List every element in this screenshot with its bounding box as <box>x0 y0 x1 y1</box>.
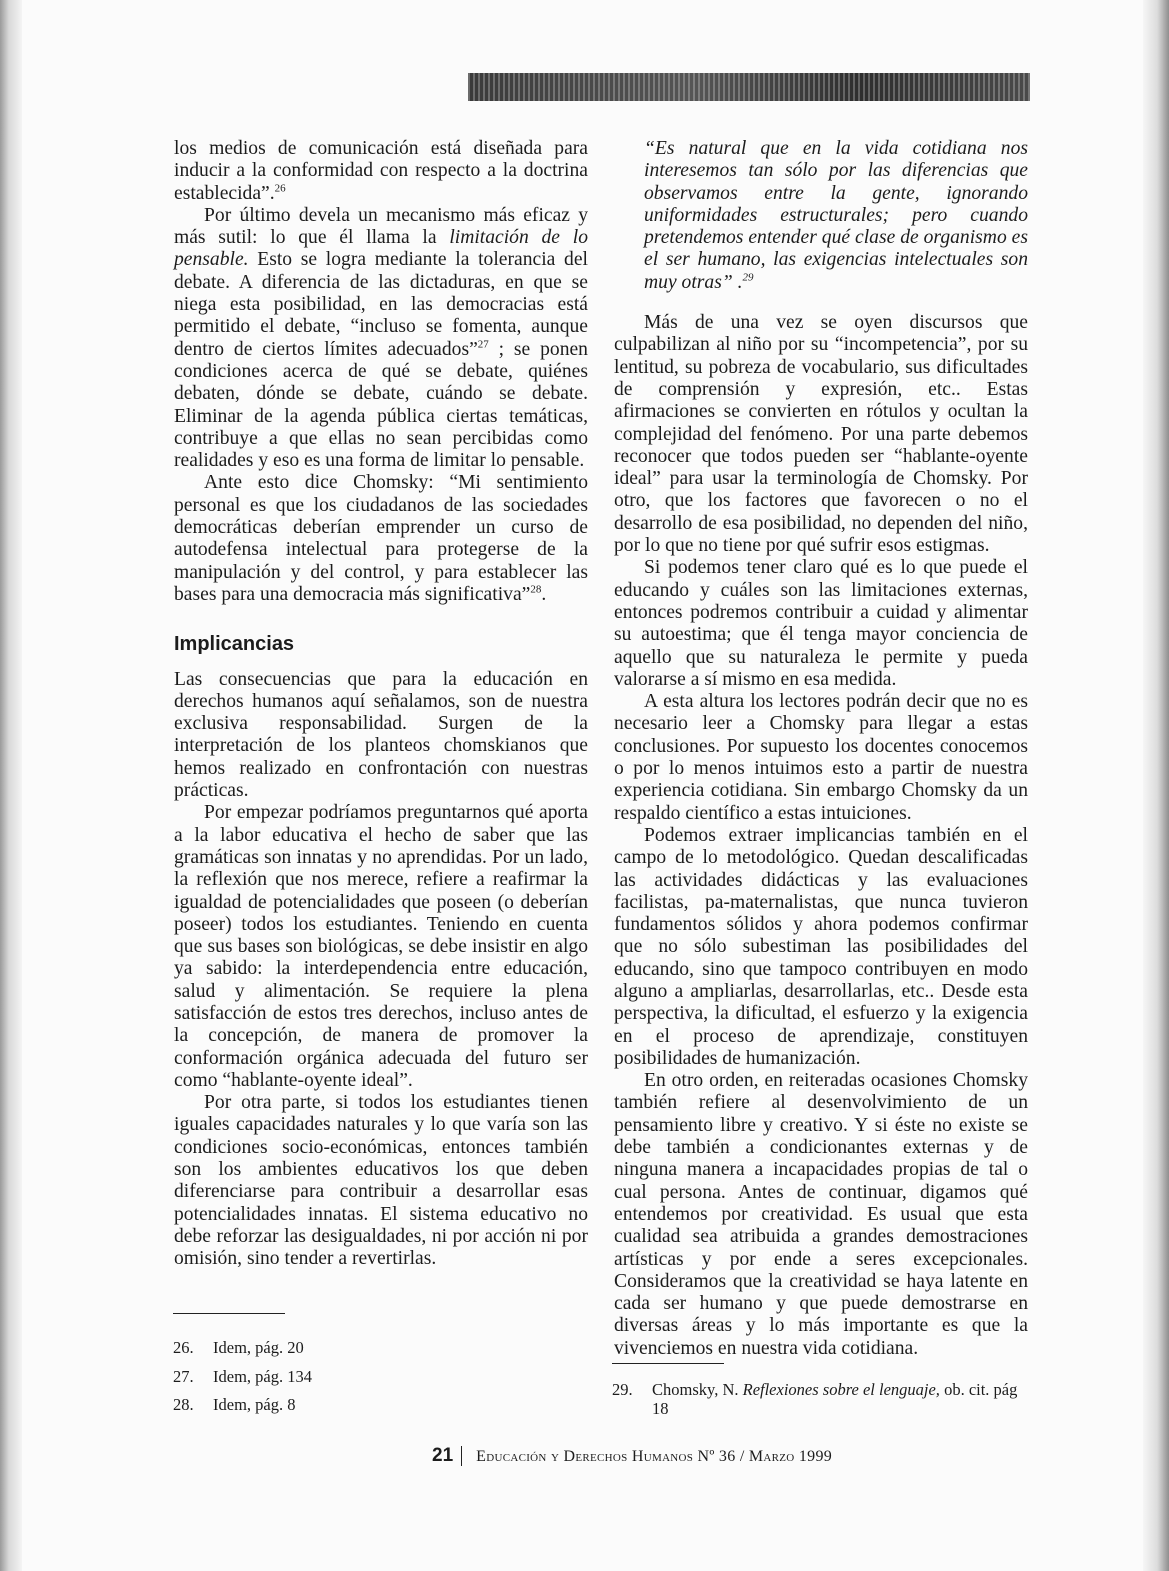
paragraph: Ante esto dice Chomsky: “Mi sentimiento personal es que los ciudadanos de las sociedades democráticas deberían emprender un curso de autodefensa intelectual para protegerse de la manipulación y del control, y para establecer las bases para una democracia más significativa”$^{28}$. <box>174 472 588 605</box>
page-footer <box>432 1445 992 1467</box>
footnote-text: Idem, pág. 8 <box>213 1395 296 1414</box>
page-edge-left <box>0 0 22 1571</box>
paragraph: Por otra parte, si todos los estudiantes tienen iguales capacidades naturales y lo que varía son las condiciones socio-económicas, entonces también son los ambientes educativos los que deben diferenciarse para contribuir a desarrollar esas potencialidades innatas. El sistema educativo no debe reforzar las desigualdades, ni por acción ni por omisión, sino tender a revertirlas. <box>174 1092 588 1270</box>
footnote-text: Chomsky, N. Reflexiones sobre el lenguaje, ob. cit. pág 18 <box>652 1380 1018 1418</box>
page-number: 21 <box>432 1445 454 1466</box>
section-heading: Implicancias <box>174 633 295 656</box>
footnote-text: Idem, pág. 20 <box>213 1338 304 1357</box>
footnote-number: 27. <box>173 1366 194 1386</box>
footnote-text: Idem, pág. 134 <box>213 1366 312 1386</box>
footnote-divider <box>173 1313 285 1314</box>
left-column <box>174 138 588 1271</box>
footnotes-right <box>612 1380 1032 1418</box>
footnote <box>173 1334 473 1363</box>
paragraph: Si podemos tener claro qué es lo que puede el educando y cuáles son las limitaciones externas, entonces podremos contribuir a cuidad y alimentar su autoestima; que él tenga mayor conciencia de aquello que su naturaleza le permite y pueda valorarse a sí mismo en esa medida. <box>614 557 1028 690</box>
footnote-number: 29. <box>612 1380 633 1399</box>
block-quote: “Es natural que en la vida cotidiana nos interesemos tan sólo por las diferencias que observamos entre la gente, ignorando uniformidades estructurales; pero cuando pretendemos entender qué clase de organismo es el ser humano, las exigencias intelectuales son muy otras” .$^{29}$ <box>644 138 1028 293</box>
footnote-number: 28. <box>173 1395 194 1414</box>
footnote <box>173 1363 473 1392</box>
journal-title: Educación y Derechos Humanos Nº 36 / Marzo 1999 <box>476 1448 833 1465</box>
paragraph: A esta altura los lectores podrán decir que no es necesario leer a Chomsky para llegar a estas conclusiones. Por supuesto los docentes conocemos o por lo menos intuimos esto a partir de nuestra experiencia cotidiana. Sin embargo Chomsky da un respaldo científico a estas intuiciones. <box>614 691 1028 824</box>
paragraph: los medios de comunicación está diseñada para inducir a la conformidad con respecto a la doctrina establecida”.$^{26}$ <box>174 138 588 204</box>
footnote-divider <box>612 1363 724 1364</box>
paragraph: Las consecuencias que para la educación en derechos humanos aquí señalamos, son de nuestra exclusiva responsabilidad. Surgen de la interpretación de los planteos chomskianos que hemos realizado en confrontación con nuestras prácticas. <box>174 668 588 802</box>
paragraph: En otro orden, en reiteradas ocasiones Chomsky también refiere al desenvolvimiento de un pensamiento libre y creativo. Y si éste no existe se debe también a condicionantes externas y de ninguna manera a incapacidades propias de tal o cual persona. Antes de continuar, digamos qué entendemos por creatividad. Es usual que esta cualidad sea atribuida a grandes demostraciones artísticas y por ende a seres excepcionales. Consideramos que la creatividad se haya latente en cada ser humano y que puede demostrarse en diversas áreas y lo más importante es que la vivenciemos en nuestra vida cotidiana. <box>614 1070 1028 1359</box>
footnote <box>173 1391 473 1420</box>
emphasis: limitación de lo pensable. <box>174 227 588 271</box>
footnote-ref[interactable]: 29 <box>742 271 754 284</box>
page-edge-right <box>1143 0 1169 1571</box>
footnote-ref[interactable]: 28 <box>530 583 542 596</box>
paragraph: Más de una vez se oyen discursos que culpabilizan al niño por su “incompetencia”, por su lentitud, su pobreza de vocabulario, sus dificultades de comprensión y expresión, etc.. Estas afirmaciones se convierten en rótulos y ocultan la complejidad del fenómeno. Por una parte debemos reconocer que todos pueden ser “hablante-oyente ideal” para usar la terminología de Chomsky. Por otro, que los factores que favorecen o no el desarrollo de esa posibilidad, no dependen del niño, por lo que no tiene por qué sufrir esos estigmas. <box>614 312 1028 557</box>
paragraph: Por empezar podríamos preguntarnos qué aporta a la labor educativa el hecho de saber que las gramáticas son innatas y no aprendidas. Por un lado, la reflexión que nos merece, refiere a reafirmar la igualdad de potencialidades que poseen (o deberían poseer) todos los estudiantes. Teniendo en cuenta que sus bases son biológicas, se debe insistir en algo ya sabido: la interdependencia entre educación, salud y alimentación. Se requiere la plena satisfacción de estos tres derechos, incluso antes de la concepción, de manera de promover la conformación orgánica adecuada del futuro ser como “hablante-oyente ideal”. <box>174 802 588 1091</box>
footnote-ref[interactable]: 27 <box>477 338 489 351</box>
footnotes-left <box>173 1334 473 1420</box>
paragraph: Por último devela un mecanismo más eficaz y más sutil: lo que él llama la limitación de lo pensable. Esto se logra mediante la tolerancia del debate. A diferencia de las dictaduras, en que se niega esta posibilidad, en las democracias está permitido el debate, “incluso se fomenta, aunque dentro de ciertos límites adecuados”$^{27}$ ; se ponen condiciones acerca de qué se debate, quiénes debaten, dónde se debate, cuándo se debate. Eliminar de la agenda pública ciertas temáticas, contribuye a que ellas no sean percibidas como realidades y eso es una forma de limitar lo pensable. <box>174 204 588 472</box>
header-decorative-bar <box>468 73 1030 101</box>
footnote-number: 26. <box>173 1338 194 1357</box>
right-column <box>614 138 1028 1360</box>
paragraph: Podemos extraer implicancias también en el campo de lo metodológico. Quedan descalificadas las actividades didácticas y las evaluaciones facilistas, pa-maternalistas, que nunca tuvieron fundamentos sólidos y ahora podemos confirmar que no sólo subestiman las posibilidades del educando, sino que tampoco contribuyen en modo alguno a ampliarlas, desarrollarlas, etc.. Desde esta perspectiva, la dificultad, el esfuerzo y la exigencia en el proceso de aprendizaje, constituyen posibilidades de humanización. <box>614 824 1028 1069</box>
footnote <box>612 1380 1032 1418</box>
footer-separator <box>461 1446 462 1466</box>
footnote-ref[interactable]: 26 <box>274 182 286 195</box>
